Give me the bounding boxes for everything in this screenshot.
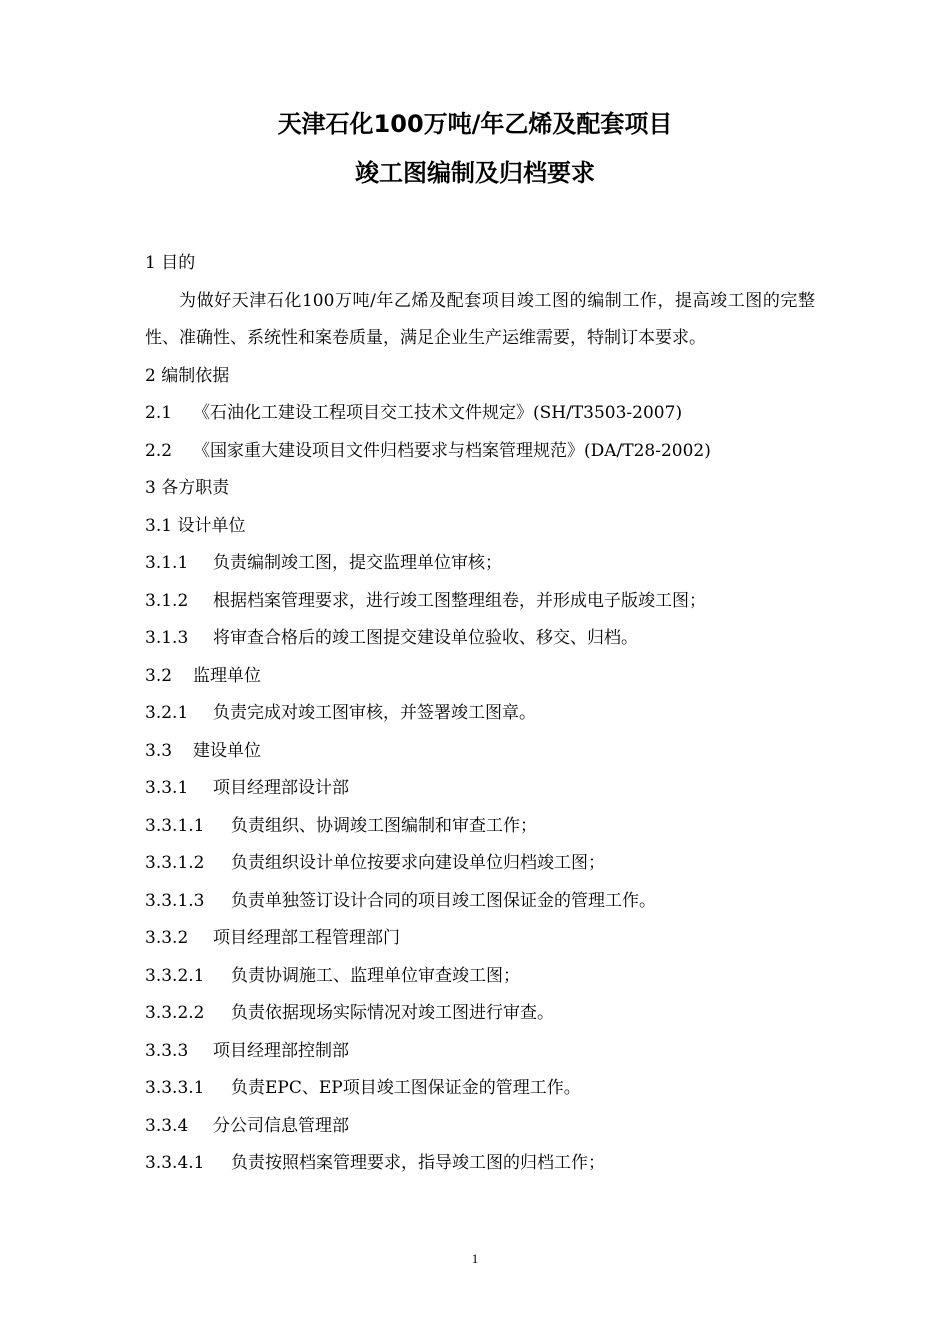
clause-text: 负责按照档案管理要求，指导竣工图的归档工作； (231, 1153, 605, 1173)
clause-text: 项目经理部工程管理部门 (213, 928, 400, 948)
clause-text: 监理单位 (193, 665, 261, 686)
clause-3-3 (145, 733, 815, 771)
clause-3-3-4 (145, 1108, 815, 1146)
clause-number: 3.3.1.3 (145, 890, 205, 911)
clause-3-3-4-1 (145, 1145, 815, 1183)
clause-number: 3.1.2 (145, 590, 189, 611)
clause-text: 负责EPC、EP项目竣工图保证金的管理工作。 (231, 1078, 581, 1098)
clause-3-3-1-3 (145, 883, 815, 921)
clause-number: 3.2 (145, 665, 173, 686)
clause-number: 3.3.3.1 (145, 1078, 205, 1098)
page-number: 1 (471, 1251, 479, 1266)
clause-3-3-2 (145, 920, 815, 958)
clause-3-1-1 (145, 545, 815, 583)
clause-number: 3.3.2.2 (145, 1003, 205, 1023)
clause-number: 3.3.4 (145, 1115, 189, 1136)
document-title-line-1: 天津石化100万吨/年乙烯及配套项目 (277, 110, 673, 138)
clause-number: 3.3.4.1 (145, 1153, 205, 1173)
clause-number: 3.3.2.1 (145, 965, 205, 986)
clause-number: 3.3.1.2 (145, 853, 205, 873)
section-heading-3-1: 3.1 设计单位 (145, 515, 246, 536)
clause-3-3-3 (145, 1033, 815, 1071)
clause-text: 负责组织、协调竣工图编制和审查工作； (231, 815, 537, 836)
clause-3-2-1 (145, 695, 815, 733)
clause-3-3-2-2 (145, 995, 815, 1033)
clause-text: 将审查合格后的竣工图提交建设单位验收、移交、归档。 (213, 628, 638, 648)
clause-text: 负责完成对竣工图审核，并签署竣工图章。 (213, 703, 536, 723)
clause-text: 负责组织设计单位按要求向建设单位归档竣工图； (231, 853, 605, 873)
clause-3-3-2-1 (145, 958, 815, 996)
clause-3-1-2 (145, 583, 815, 621)
section-heading-3: 3 各方职责 (145, 478, 230, 498)
clause-3-2 (145, 658, 815, 696)
clause-3-3-1 (145, 770, 815, 808)
clause-number: 3.3.3 (145, 1040, 189, 1061)
clause-number: 3.2.1 (145, 703, 189, 723)
clause-number: 3.1.1 (145, 553, 189, 573)
clause-text: 负责依据现场实际情况对竣工图进行审查。 (231, 1003, 554, 1023)
clause-number: 2.1 (145, 403, 173, 423)
clause-text: 负责单独签订设计合同的项目竣工图保证金的管理工作。 (231, 890, 656, 911)
clause-number: 3.3.2 (145, 928, 189, 948)
clause-text: 根据档案管理要求，进行竣工图整理组卷，并形成电子版竣工图； (213, 590, 706, 611)
document-body (145, 245, 815, 1183)
clause-3-3-3-1 (145, 1070, 815, 1108)
clause-text: 负责编制竣工图，提交监理单位审核； (213, 553, 502, 573)
clause-number: 2.2 (145, 440, 173, 461)
section-heading-1: 1 目的 (145, 253, 196, 273)
clause-text: 负责协调施工、监理单位审查竣工图； (231, 965, 520, 986)
clause-text: 建设单位 (193, 740, 261, 761)
clause-3-3-1-1 (145, 808, 815, 846)
clause-2-1 (145, 395, 815, 433)
clause-number: 3.3.1 (145, 778, 189, 798)
clause-text: 分公司信息管理部 (213, 1115, 349, 1136)
clause-3-1-3 (145, 620, 815, 658)
clause-2-2 (145, 433, 815, 471)
purpose-paragraph: 为做好天津石化100万吨/年乙烯及配套项目竣工图的编制工作，提高竣工图的完整性、准确性、系统性和案卷质量，满足企业生产运维需要，特制订本要求。 (145, 290, 815, 348)
document-title-line-2: 竣工图编制及归档要求 (355, 159, 595, 187)
clause-number: 3.3 (145, 740, 173, 761)
clause-text: 项目经理部设计部 (213, 778, 349, 798)
clause-3-3-1-2 (145, 845, 815, 883)
clause-text: 《石油化工建设工程项目交工技术文件规定》(SH/T3503-2007) (193, 403, 683, 423)
section-heading-2: 2 编制依据 (145, 365, 230, 386)
clause-number: 3.1.3 (145, 628, 189, 648)
clause-text: 项目经理部控制部 (213, 1040, 349, 1061)
clause-number: 3.3.1.1 (145, 815, 205, 836)
clause-text: 《国家重大建设项目文件归档要求与档案管理规范》(DA/T28-2002) (193, 440, 711, 461)
